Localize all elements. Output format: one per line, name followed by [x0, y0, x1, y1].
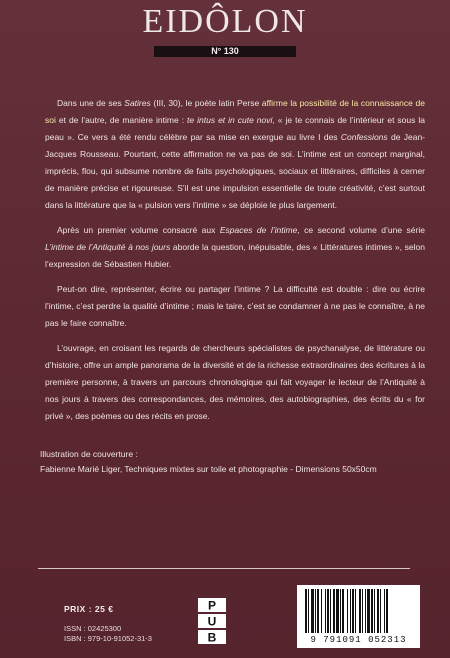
- barcode-bar: [359, 589, 361, 633]
- barcode-bar: [374, 589, 375, 633]
- barcode-bar: [377, 589, 379, 633]
- barcode-bar: [340, 589, 341, 633]
- identifiers: [64, 624, 152, 644]
- barcode-number: 9 791091 052313: [310, 635, 407, 645]
- price: PRIX : 25 €: [64, 604, 114, 614]
- barcode-bar: [317, 589, 319, 633]
- blurb: [45, 95, 425, 433]
- barcode-bar: [336, 589, 339, 633]
- barcode-bar: [315, 589, 316, 633]
- credit-heading: Illustration de couverture :: [40, 449, 138, 459]
- barcode-bar: [350, 589, 351, 633]
- barcode-bar: [362, 589, 363, 633]
- barcode-bar: [342, 589, 344, 633]
- cover-illustration-credit: [40, 447, 420, 477]
- blurb-paragraph-1: Dans une de ses Satires (III, 30), le poète latin Perse affirme la possibilité de la connaissance de soi et de l’autre, de manière intime : te intus et in cute novi, « je te connais de l’intérieur et sous la peau ». Ce vers a été rendu célèbre par sa mise en exergue au livre I des Confessions de Jean-Jacques Rousseau. Pourtant, cette affirmation ne va pas de soi. L’intime est un concept marginal, imprécis, flou, qui subsume nombre de faits psychologiques, sociaux et littéraires, difficiles à cerner de manière précise et rigoureuse. S’il est une impulsion essentielle de toute créativité, c’est surtout dans la littérature que la « pulsion vers l’intime » se déploie le plus largement.: [45, 98, 425, 210]
- series-title: EIDÔLON: [142, 3, 308, 40]
- publisher-logo-icon: [198, 598, 226, 644]
- barcode-bar: [355, 589, 356, 633]
- barcode-bar: [365, 589, 366, 633]
- blurb-paragraph-3: Peut-on dire, représenter, écrire ou partager l’intime ? La difficulté est double : dire ou écrire l’intime, c’est perdre la qualité d’intime ; mais le taire, c’est se condamner à ne pas le connaître, à ne pas le faire connaître.: [45, 284, 425, 328]
- barcode: [297, 585, 420, 648]
- barcode-bar: [330, 589, 331, 633]
- credit-text: Fabienne Marié Liger, Techniques mixtes sur toile et photographie - Dimensions 50x50cm: [40, 464, 377, 474]
- barcode-bar: [384, 589, 385, 633]
- blurb-paragraph-4: L’ouvrage, en croisant les regards de chercheurs spécialistes de psychanalyse, de littérature ou d’histoire, offre un ample panorama de la diversité et de la richesse extraordinaires des écritures à la première personne, à travers un parcours chronologique qui fait voyager le lecteur de l’Antiquité à nos jours à travers des correspondances, des mémoires, des autobiographies, des écrits du « for privé », des poèmes ou des récits en prose.: [45, 343, 425, 421]
- barcode-bar: [321, 589, 322, 633]
- barcode-bar: [311, 589, 314, 633]
- barcode-bar: [367, 589, 370, 633]
- barcode-bar: [386, 589, 388, 633]
- barcode-bar: [333, 589, 335, 633]
- barcode-bar: [308, 589, 309, 633]
- barcode-bars-icon: [301, 587, 416, 635]
- isbn: ISBN : 979-10-91052-31-3: [64, 634, 152, 643]
- logo-letter-b: B: [207, 630, 217, 644]
- barcode-bar: [380, 589, 381, 633]
- barcode-bar: [327, 589, 329, 633]
- highlighted-phrase: affirme la possibilité de la connaissance de soi: [45, 98, 425, 125]
- logo-letter-u: U: [207, 614, 217, 629]
- barcode-bar: [325, 589, 326, 633]
- issue-number: N° 130: [211, 46, 239, 56]
- barcode-bar: [305, 589, 307, 633]
- blurb-paragraph-2: Après un premier volume consacré aux Espaces de l’intime, ce second volume d’une série L’intime de l’Antiquité à nos jours aborde la question, inépuisable, des « Littératures intimes », selon l’expression de Sébastien Hubier.: [45, 225, 425, 269]
- issn: ISSN : 02425300: [64, 624, 122, 633]
- issue-banner: [154, 46, 296, 57]
- barcode-bar: [352, 589, 354, 633]
- logo-letter-p: P: [207, 598, 217, 613]
- divider: [38, 568, 410, 569]
- barcode-bar: [371, 589, 373, 633]
- barcode-bar: [347, 589, 348, 633]
